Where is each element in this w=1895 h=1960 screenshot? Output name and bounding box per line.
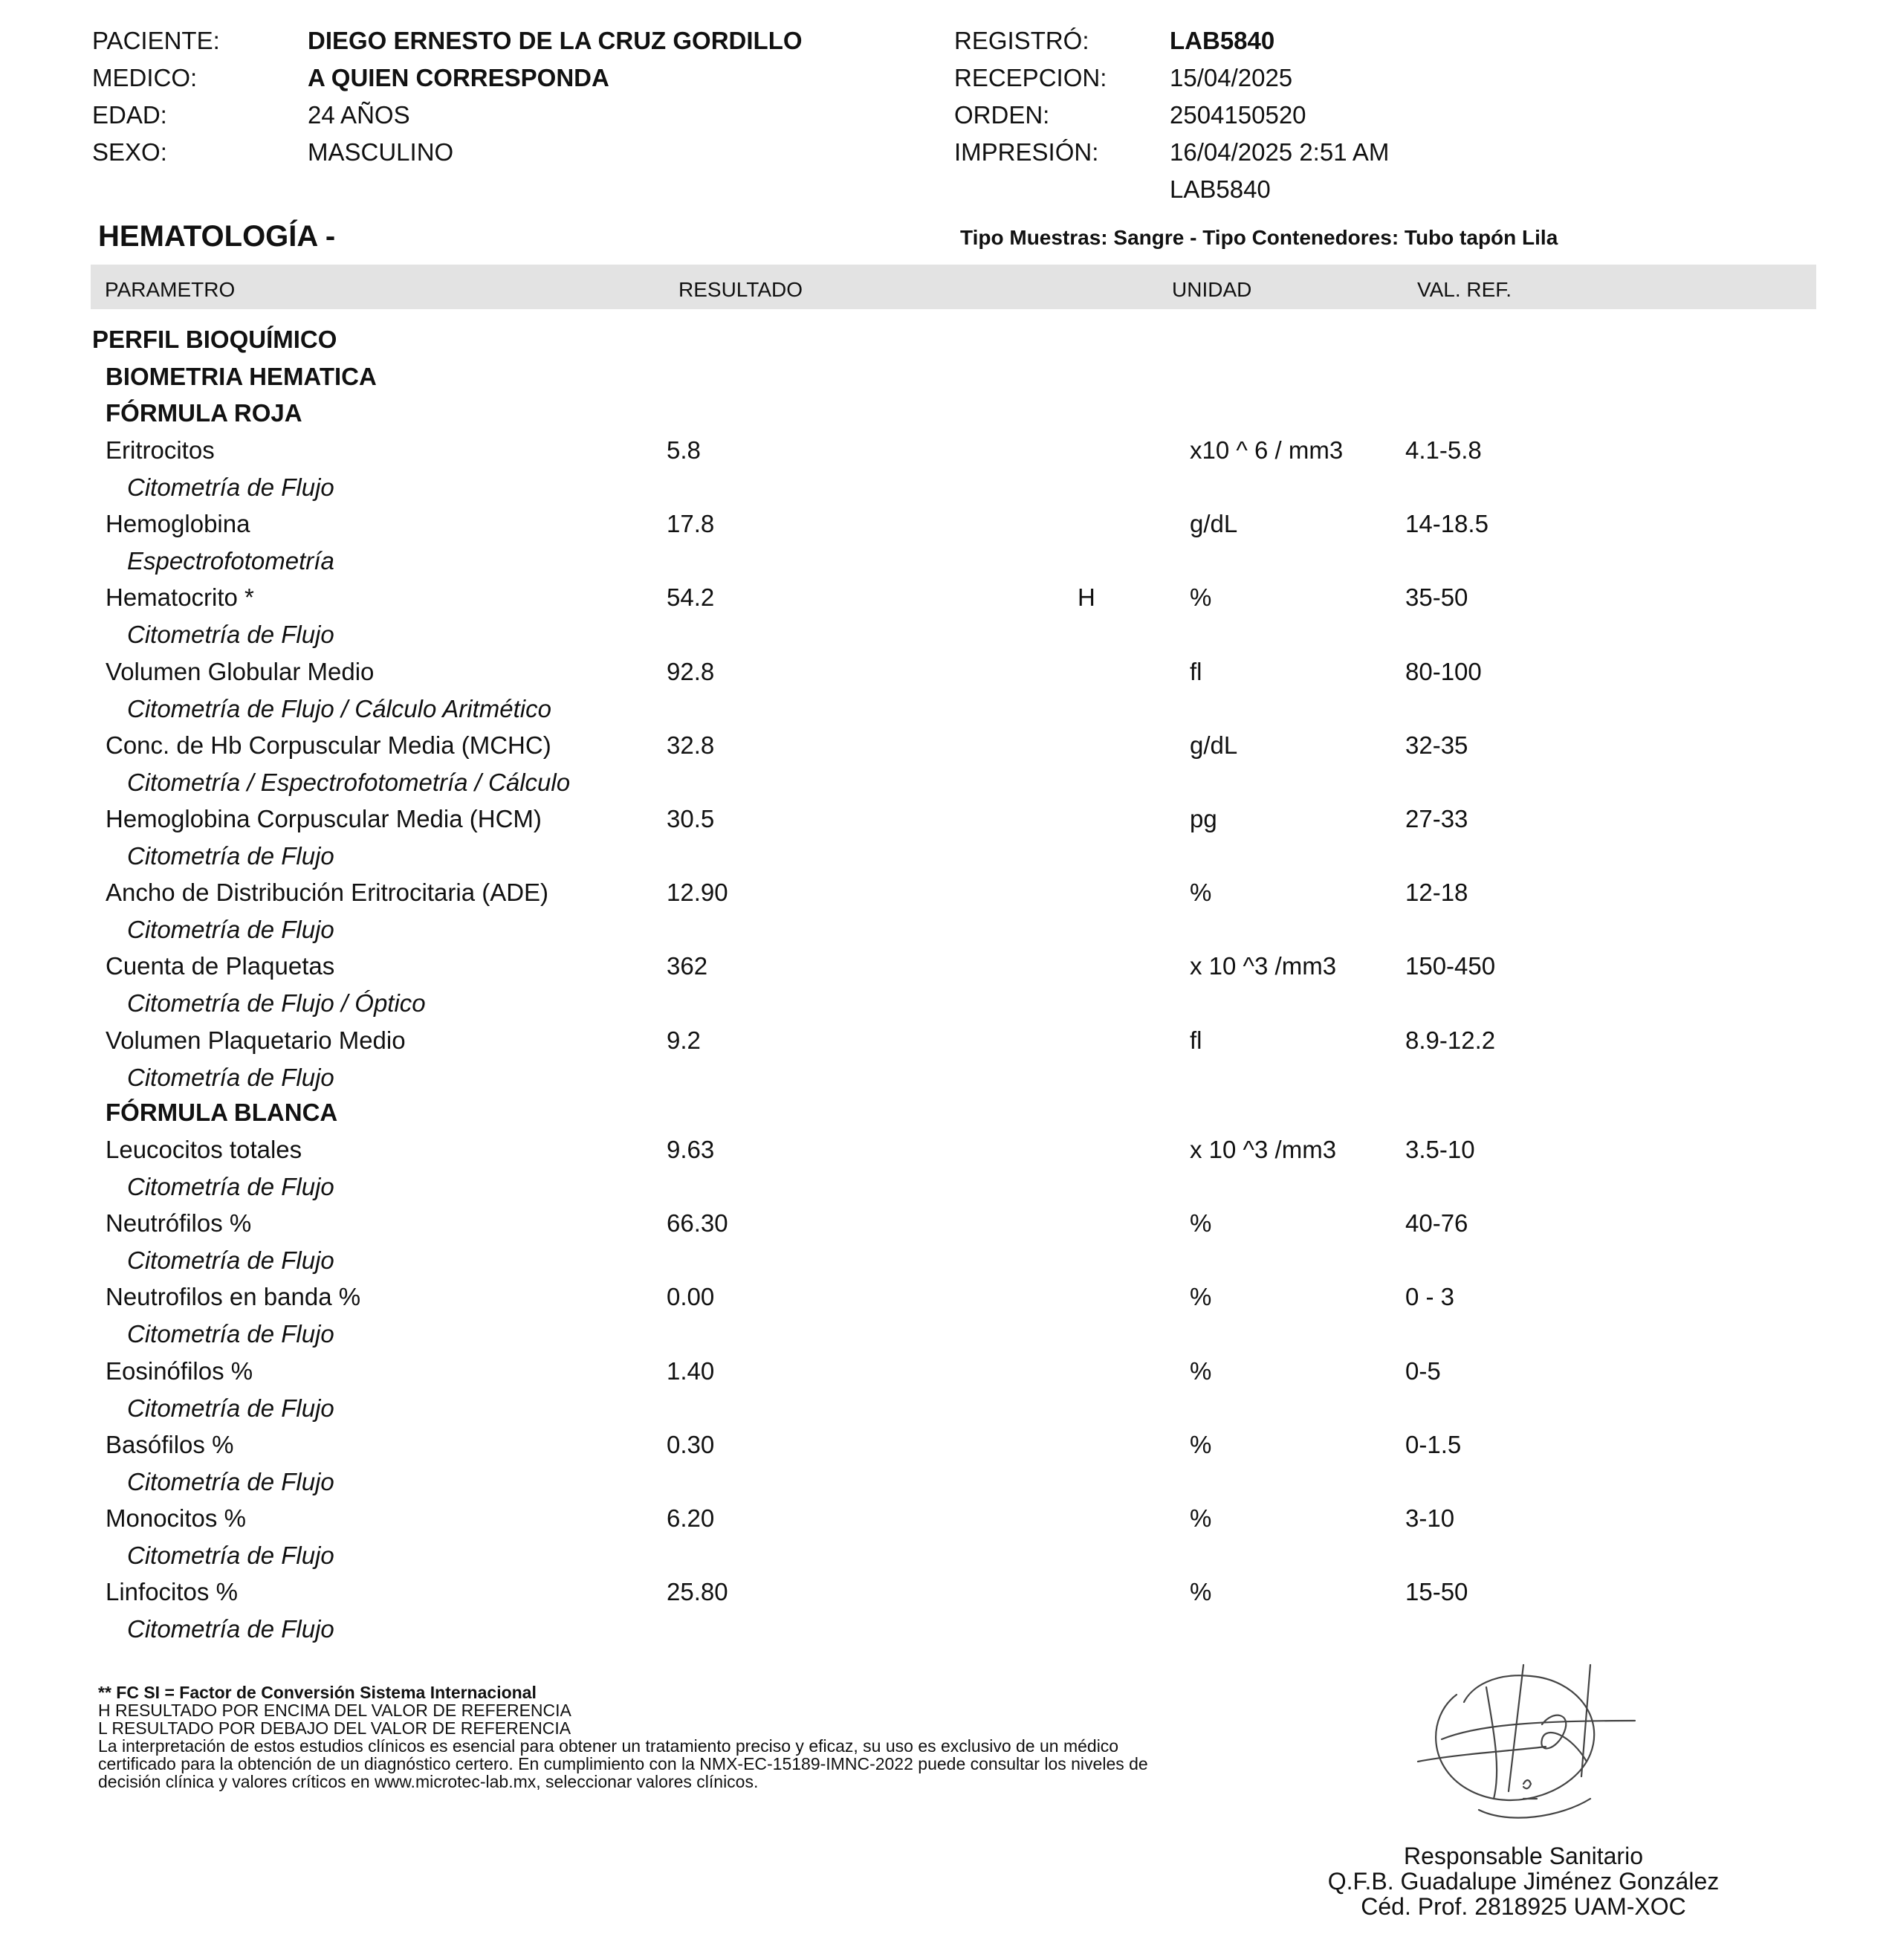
signature-block: [1263, 1843, 1784, 1919]
result-row-parameter: Hematocrito *: [106, 583, 254, 612]
result-row-parameter: Monocitos %: [106, 1504, 246, 1532]
result-row-reference: 3.5-10: [1405, 1136, 1475, 1163]
result-row-parameter: Neutrofilos en banda %: [106, 1283, 361, 1311]
patient-field-value: MASCULINO: [308, 138, 454, 166]
result-row-reference: 8.9-12.2: [1405, 1026, 1496, 1054]
result-row-value: 362: [667, 952, 708, 980]
result-row-reference: 32-35: [1405, 731, 1468, 759]
order-field-value: 16/04/2025 2:51 AM: [1170, 138, 1390, 166]
result-row-unit: g/dL: [1190, 510, 1238, 538]
result-row-unit: %: [1190, 1283, 1212, 1311]
result-row-parameter: Ancho de Distribución Eritrocitaria (ADE): [106, 879, 549, 907]
result-row-unit: x10 ^ 6 / mm3: [1190, 436, 1344, 464]
result-row-parameter: Conc. de Hb Corpuscular Media (MCHC): [106, 731, 551, 759]
signature-license: Céd. Prof. 2818925 UAM-XOC: [1361, 1893, 1686, 1920]
result-row-value: 0.30: [667, 1430, 715, 1458]
result-row-method: Citometría de Flujo: [127, 1246, 334, 1275]
result-row-method: Citometría de Flujo: [127, 916, 334, 944]
result-row-parameter: Linfocitos %: [106, 1578, 238, 1606]
order-field-label: IMPRESIÓN:: [954, 138, 1099, 166]
result-row-unit: pg: [1190, 805, 1217, 832]
result-row-value: 9.2: [667, 1026, 701, 1054]
patient-field-label: EDAD:: [92, 101, 167, 129]
result-row-reference: 0 - 3: [1405, 1283, 1455, 1311]
result-row-parameter: Hemoglobina Corpuscular Media (HCM): [106, 805, 542, 832]
result-row-value: 54.2: [667, 583, 715, 612]
result-row-reference: 15-50: [1405, 1578, 1468, 1606]
footnote-line: certificado para la obtención de un diagnóstico certero. En cumplimiento con la NMX-EC-15189-IMNC-2022 puede consultar los niveles de: [98, 1754, 1148, 1773]
result-row-method: Citometría de Flujo: [127, 1394, 334, 1422]
signature-role: Responsable Sanitario: [1404, 1843, 1643, 1869]
result-row-value: 66.30: [667, 1209, 728, 1238]
result-row-parameter: Volumen Globular Medio: [106, 657, 375, 685]
result-row-method: Citometría de Flujo: [127, 1320, 334, 1348]
result-row-parameter: Neutrófilos %: [106, 1209, 252, 1238]
result-row-parameter: Basófilos %: [106, 1430, 234, 1458]
section-title: HEMATOLOGÍA -: [98, 220, 336, 253]
handwritten-signature: [1412, 1650, 1679, 1828]
result-row-flag: H: [1078, 583, 1095, 612]
group-profile: PERFIL BIOQUÍMICO: [92, 326, 337, 353]
patient-field-value: A QUIEN CORRESPONDA: [308, 64, 609, 91]
result-row-method: Citometría de Flujo: [127, 842, 334, 870]
column-header-unit: UNIDAD: [1172, 278, 1252, 301]
order-field-label: RECEPCION:: [954, 64, 1107, 91]
result-row-reference: 35-50: [1405, 583, 1468, 612]
group-red-formula: FÓRMULA ROJA: [106, 399, 302, 427]
result-row-method: Citometría de Flujo / Cálculo Aritmético: [127, 694, 551, 722]
result-row-method: Citometría / Espectrofotometría / Cálculo: [127, 768, 571, 796]
patient-field-label: PACIENTE:: [92, 27, 220, 54]
group-biometry: BIOMETRIA HEMATICA: [106, 363, 377, 390]
result-row-parameter: Cuenta de Plaquetas: [106, 952, 335, 980]
result-row-value: 0.00: [667, 1283, 715, 1311]
footnote-line: L RESULTADO POR DEBAJO DEL VALOR DE REFERENCIA: [98, 1718, 571, 1738]
footnote-conversion: ** FC SI = Factor de Conversión Sistema Internacional: [98, 1683, 537, 1702]
column-header-ref: VAL. REF.: [1417, 278, 1512, 301]
result-row-unit: fl: [1190, 1026, 1202, 1054]
result-row-reference: 27-33: [1405, 805, 1468, 832]
result-row-method: Citometría de Flujo: [127, 1173, 334, 1200]
order-field-value: LAB5840: [1170, 27, 1275, 54]
result-row-value: 12.90: [667, 879, 728, 907]
result-row-unit: %: [1190, 1209, 1212, 1238]
result-row-unit: %: [1190, 879, 1212, 907]
order-field-value: LAB5840: [1170, 175, 1271, 203]
result-row-value: 9.63: [667, 1136, 715, 1163]
result-row-unit: x 10 ^3 /mm3: [1190, 1136, 1337, 1163]
result-row-reference: 40-76: [1405, 1209, 1468, 1238]
result-row-reference: 0-1.5: [1405, 1430, 1462, 1458]
result-row-method: Citometría de Flujo / Óptico: [127, 989, 426, 1018]
footnote-line: decisión clínica y valores críticos en www.microtec-lab.mx, seleccionar valores clínicos.: [98, 1772, 759, 1791]
result-row-reference: 4.1-5.8: [1405, 436, 1482, 464]
result-row-value: 5.8: [667, 436, 701, 464]
result-row-value: 17.8: [667, 510, 715, 538]
group-white-formula: FÓRMULA BLANCA: [106, 1099, 338, 1126]
patient-field-value: 24 AÑOS: [308, 101, 410, 129]
result-row-parameter: Hemoglobina: [106, 510, 250, 538]
result-row-method: Citometría de Flujo: [127, 1467, 334, 1495]
result-row-parameter: Eosinófilos %: [106, 1356, 253, 1385]
order-field-value: 15/04/2025: [1170, 64, 1293, 91]
order-field-label: ORDEN:: [954, 101, 1050, 129]
result-row-method: Citometría de Flujo: [127, 621, 334, 649]
result-row-reference: 150-450: [1405, 952, 1496, 980]
result-row-method: Espectrofotometría: [127, 547, 334, 575]
result-row-value: 6.20: [667, 1504, 715, 1532]
result-row-unit: %: [1190, 1430, 1212, 1458]
result-row-reference: 0-5: [1405, 1356, 1441, 1385]
result-row-value: 30.5: [667, 805, 715, 832]
signature-name: Q.F.B. Guadalupe Jiménez González: [1327, 1868, 1720, 1895]
result-row-reference: 80-100: [1405, 657, 1482, 685]
result-row-reference: 14-18.5: [1405, 510, 1489, 538]
result-row-unit: %: [1190, 1356, 1212, 1385]
result-row-parameter: Volumen Plaquetario Medio: [106, 1026, 406, 1054]
result-row-unit: g/dL: [1190, 731, 1238, 759]
result-row-unit: fl: [1190, 657, 1202, 685]
result-row-method: Citometría de Flujo: [127, 473, 334, 501]
result-row-reference: 12-18: [1405, 879, 1468, 907]
result-row-unit: %: [1190, 1504, 1212, 1532]
result-row-unit: x 10 ^3 /mm3: [1190, 952, 1337, 980]
patient-field-label: SEXO:: [92, 138, 167, 166]
footnote-line: La interpretación de estos estudios clínicos es esencial para obtener un tratamiento preciso y eficaz, su uso es exclusivo de un médico: [98, 1736, 1119, 1756]
column-header-result: RESULTADO: [678, 278, 803, 301]
sample-info: Tipo Muestras: Sangre - Tipo Contenedores: Tubo tapón Lila: [960, 226, 1558, 249]
result-row-reference: 3-10: [1405, 1504, 1455, 1532]
result-row-unit: %: [1190, 1578, 1212, 1606]
patient-field-value: DIEGO ERNESTO DE LA CRUZ GORDILLO: [308, 27, 803, 54]
result-row-unit: %: [1190, 583, 1212, 612]
footnote-line: H RESULTADO POR ENCIMA DEL VALOR DE REFERENCIA: [98, 1701, 571, 1720]
order-field-value: 2504150520: [1170, 101, 1306, 129]
result-row-method: Citometría de Flujo: [127, 1542, 334, 1569]
footnotes: [98, 1684, 1250, 1791]
result-row-method: Citometría de Flujo: [127, 1615, 334, 1643]
order-field-label: REGISTRÓ:: [954, 27, 1089, 54]
column-header-param: PARAMETRO: [105, 278, 236, 301]
result-row-value: 25.80: [667, 1578, 728, 1606]
result-row-value: 32.8: [667, 731, 715, 759]
column-header-bar: [91, 265, 1816, 309]
result-row-value: 1.40: [667, 1356, 715, 1385]
result-row-parameter: Leucocitos totales: [106, 1136, 302, 1163]
result-row-parameter: Eritrocitos: [106, 436, 215, 464]
result-row-value: 92.8: [667, 657, 715, 685]
result-row-method: Citometría de Flujo: [127, 1063, 334, 1091]
patient-field-label: MEDICO:: [92, 64, 198, 91]
